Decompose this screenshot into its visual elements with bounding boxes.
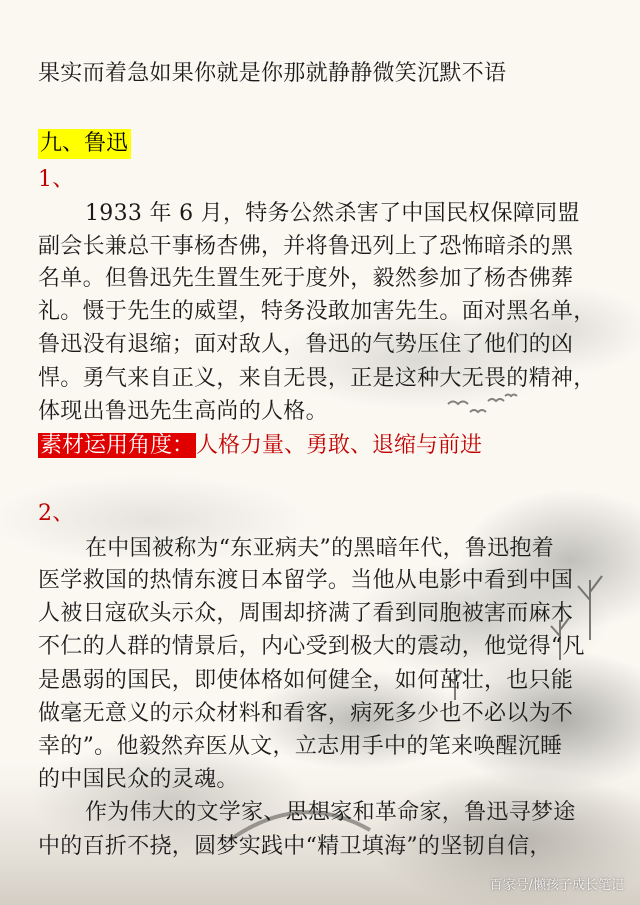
intro-line: 果实而着急如果你就是你那就静静微笑沉默不语 [38, 61, 507, 86]
source-watermark: 百家号/懒孩子成长笔记 [489, 878, 624, 893]
paragraph-line: 鲁迅没有退缩；面对敌人，鲁迅的气势压住了他们的凶 [38, 332, 574, 357]
paragraph-line: 不仁的人群的情景后，内心受到极大的震动，他觉得“凡 [38, 634, 585, 659]
item-number-2: 2、 [38, 501, 75, 526]
paragraph-line: 的中国民众的灵魂。 [38, 767, 239, 792]
usage-angle [38, 431, 482, 461]
paragraph-line: 作为伟大的文学家、思想家和革命家，鲁迅寻梦途 [85, 800, 576, 825]
paragraph-line: 人被日寇砍头示众，周围却挤满了看到同胞被害而麻木 [38, 601, 574, 626]
paragraph-line: 中的百折不挠，圆梦实践中“精卫填海”的坚韧自信， [38, 834, 552, 859]
paragraph-line: 名单。但鲁迅先生置生死于度外，毅然参加了杨杏佛葬 [38, 266, 574, 291]
paragraph-line: 做毫无意义的示众材料和看客，病死多少也不必以为不 [38, 701, 574, 726]
paragraph-line: 幸的”。他毅然弃医从文，立志用手中的笔来唤醒沉睡 [38, 734, 563, 759]
paragraph-line: 医学救国的热情东渡日本留学。当他从电影中看到中国 [38, 568, 574, 593]
section-heading: 九、鲁迅 [38, 129, 131, 159]
paragraph-line: 悍。勇气来自正义，来自无畏，正是这种大无畏的精神， [38, 366, 596, 391]
usage-angle-value: 人格力量、勇敢、退缩与前进 [196, 433, 483, 458]
paragraph-line: 副会长兼总干事杨杏佛，并将鲁迅列上了恐怖暗杀的黑 [38, 234, 574, 259]
paragraph-line: 体现出鲁迅先生高尚的人格。 [38, 399, 328, 424]
paragraph-line: 礼。慑于先生的威望，特务没敢加害先生。面对黑名单， [38, 299, 596, 324]
paragraph-line: 1933 年 6 月，特务公然杀害了中国民权保障同盟 [85, 201, 580, 226]
usage-angle-label: 素材运用角度： [40, 433, 195, 458]
item-number-1: 1、 [38, 167, 75, 192]
paragraph-line: 是愚弱的国民，即使体格如何健全，如何茁壮，也只能 [38, 668, 574, 693]
paragraph-line: 在中国被称为“东亚病夫”的黑暗年代，鲁迅抱着 [85, 536, 555, 561]
